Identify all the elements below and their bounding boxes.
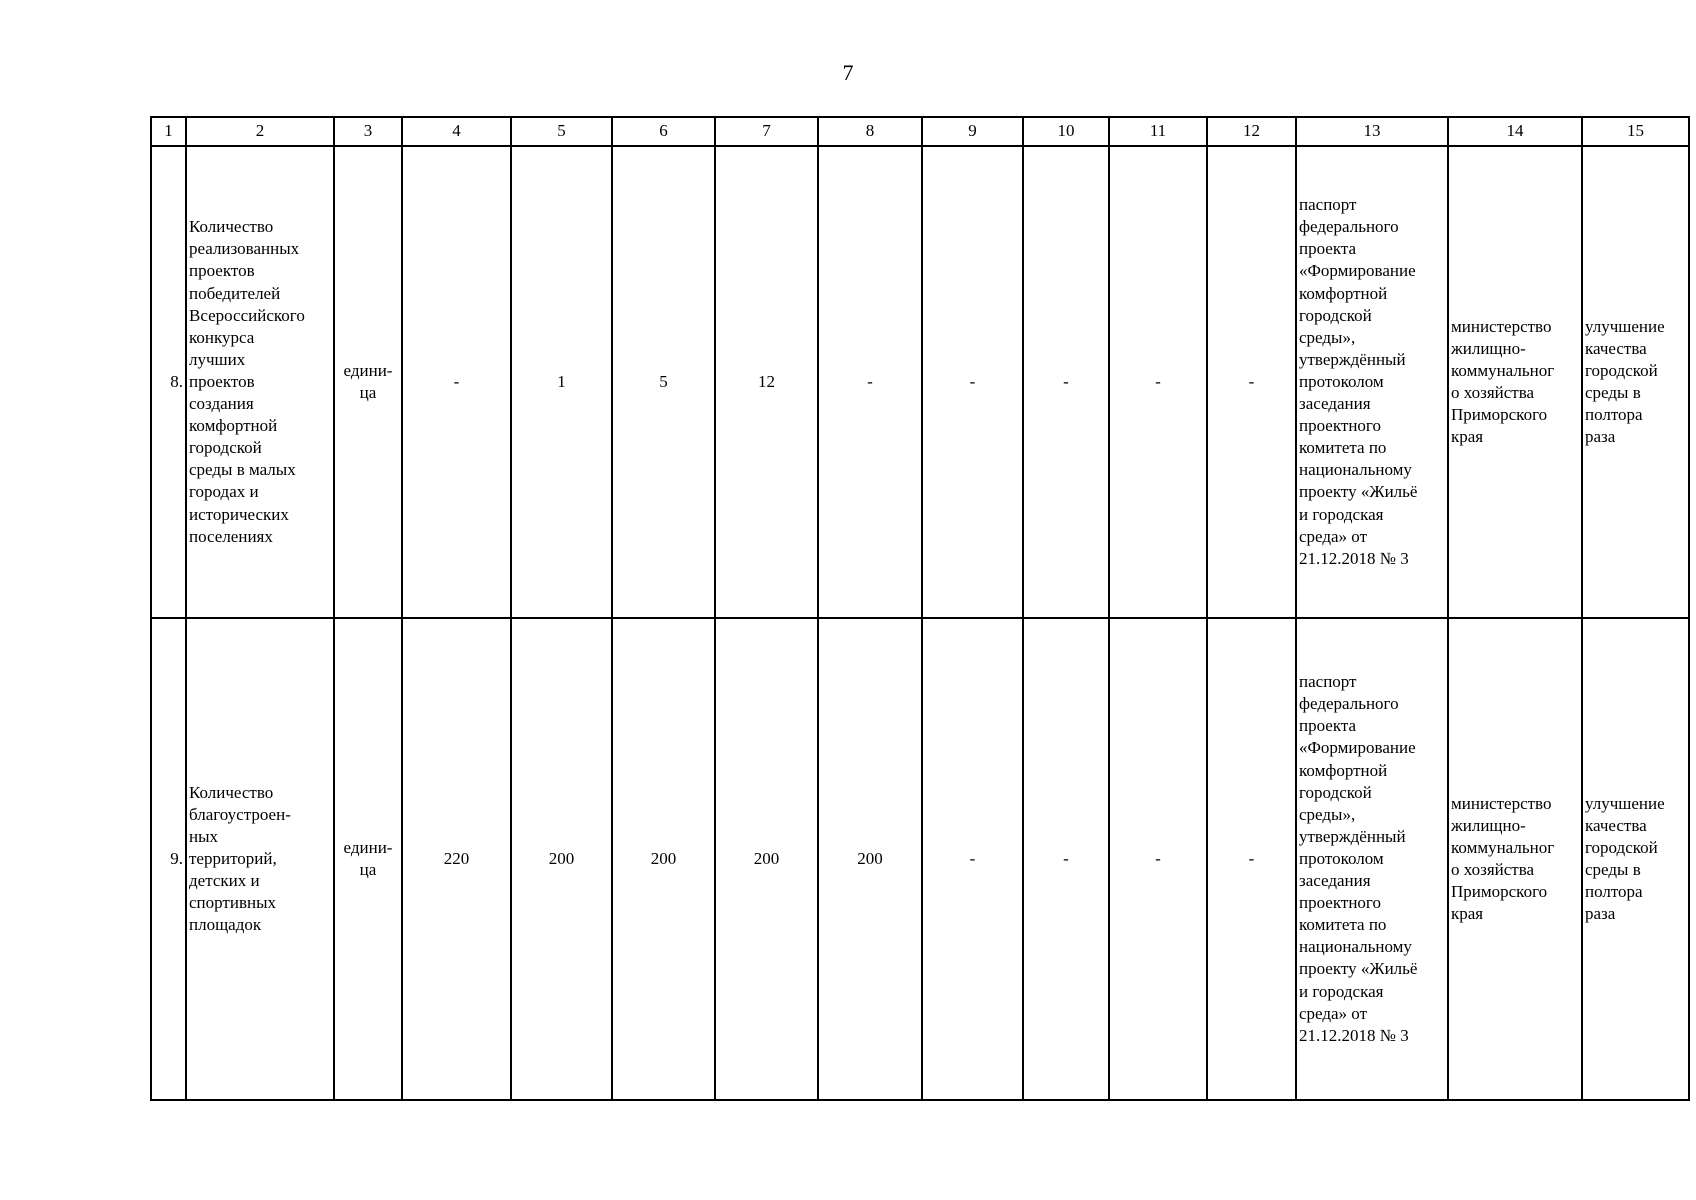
value-col-10: - bbox=[1023, 618, 1109, 1100]
page-number: 7 bbox=[842, 60, 854, 85]
table-row bbox=[151, 618, 1689, 1100]
value-col-9: - bbox=[922, 618, 1023, 1100]
row-number: 9. bbox=[151, 618, 186, 1100]
column-header: 8 bbox=[818, 117, 922, 146]
table-row bbox=[151, 146, 1689, 618]
value-col-12: - bbox=[1207, 618, 1296, 1100]
responsible-executor: министерство жилищно- коммунальног о хозяйства Приморского края bbox=[1448, 618, 1582, 1100]
value-col-7: 12 bbox=[715, 146, 818, 618]
value-col-7: 200 bbox=[715, 618, 818, 1100]
indicators-table bbox=[150, 116, 1690, 1101]
value-col-11: - bbox=[1109, 618, 1207, 1100]
column-header: 15 bbox=[1582, 117, 1689, 146]
row-number: 8. bbox=[151, 146, 186, 618]
column-header: 14 bbox=[1448, 117, 1582, 146]
column-header: 11 bbox=[1109, 117, 1207, 146]
column-header: 10 bbox=[1023, 117, 1109, 146]
responsible-executor: министерство жилищно- коммунальног о хозяйства Приморского края bbox=[1448, 146, 1582, 618]
value-col-9: - bbox=[922, 146, 1023, 618]
value-col-5: 200 bbox=[511, 618, 612, 1100]
value-col-4: 220 bbox=[402, 618, 511, 1100]
value-col-8: - bbox=[818, 146, 922, 618]
column-header: 13 bbox=[1296, 117, 1448, 146]
value-col-5: 1 bbox=[511, 146, 612, 618]
value-col-11: - bbox=[1109, 146, 1207, 618]
column-header: 6 bbox=[612, 117, 715, 146]
expected-result: улучшение качества городской среды в полтора раза bbox=[1582, 618, 1689, 1100]
value-col-8: 200 bbox=[818, 618, 922, 1100]
expected-result: улучшение качества городской среды в полтора раза bbox=[1582, 146, 1689, 618]
column-header: 2 bbox=[186, 117, 334, 146]
unit-of-measure: едини- ца bbox=[334, 618, 402, 1100]
value-col-6: 200 bbox=[612, 618, 715, 1100]
basis-document: паспорт федерального проекта «Формирование комфортной городской среды», утверждённый протоколом заседания проектного комитета по национальному проекту «Жильё и городская среда» от 21.12.2018 № 3 bbox=[1296, 618, 1448, 1100]
value-col-10: - bbox=[1023, 146, 1109, 618]
column-header: 1 bbox=[151, 117, 186, 146]
basis-document: паспорт федерального проекта «Формирование комфортной городской среды», утверждённый протоколом заседания проектного комитета по национальному проекту «Жильё и городская среда» от 21.12.2018 № 3 bbox=[1296, 146, 1448, 618]
column-header: 12 bbox=[1207, 117, 1296, 146]
indicator-name: Количество реализованных проектов победителей Всероссийского конкурса лучших проектов создания комфортной городской среды в малых городах и исторических поселениях bbox=[186, 146, 334, 618]
unit-of-measure: едини- ца bbox=[334, 146, 402, 618]
value-col-6: 5 bbox=[612, 146, 715, 618]
column-header: 7 bbox=[715, 117, 818, 146]
indicator-name: Количество благоустроен- ных территорий, детских и спортивных площадок bbox=[186, 618, 334, 1100]
table-header-row bbox=[151, 117, 1689, 146]
value-col-12: - bbox=[1207, 146, 1296, 618]
column-header: 9 bbox=[922, 117, 1023, 146]
column-header: 4 bbox=[402, 117, 511, 146]
column-header: 3 bbox=[334, 117, 402, 146]
column-header: 5 bbox=[511, 117, 612, 146]
value-col-4: - bbox=[402, 146, 511, 618]
